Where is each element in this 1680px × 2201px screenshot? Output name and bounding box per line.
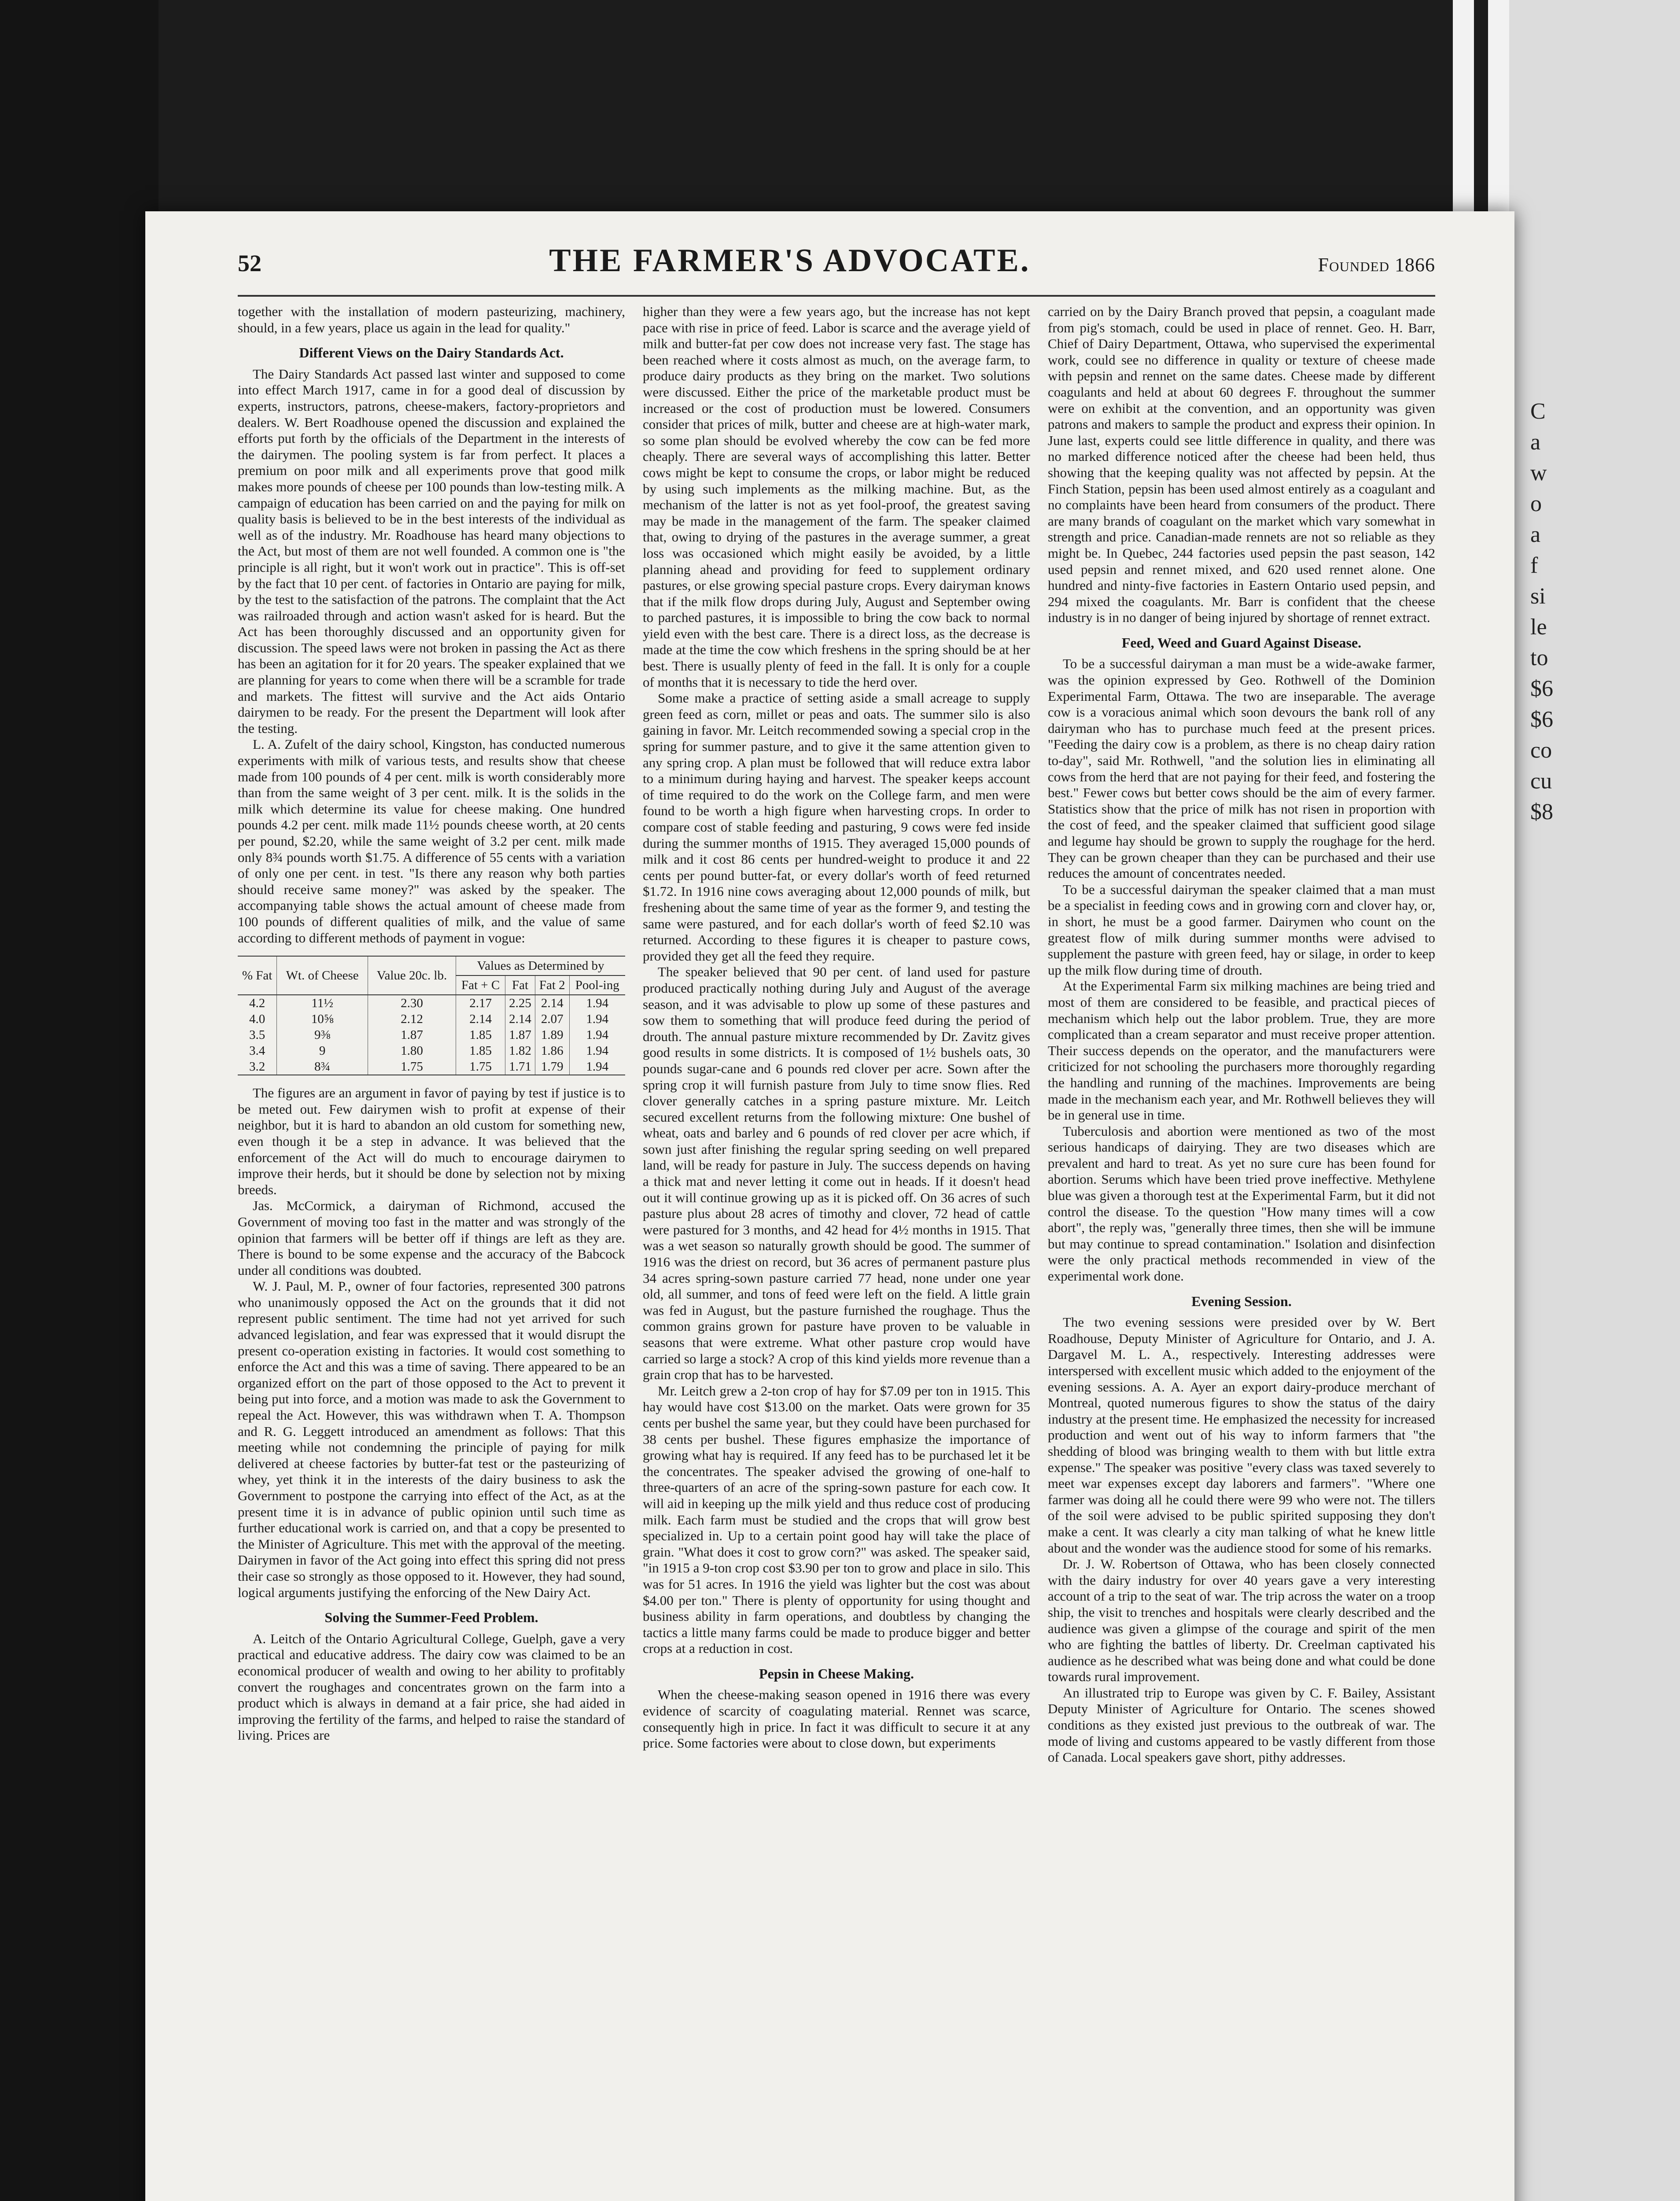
section-heading: Evening Session. [1191, 1293, 1292, 1309]
column-1 [238, 304, 625, 2179]
cell: 1.75 [456, 1059, 505, 1075]
col-header: Fat + C [456, 975, 505, 995]
scan-dark-margin [0, 0, 158, 2201]
col-header: % Fat [238, 956, 277, 995]
section-heading: Different Views on the Dairy Standards Act. [299, 345, 564, 361]
table-row [238, 1043, 625, 1059]
cell: 3.5 [238, 1027, 277, 1043]
cell: 4.2 [238, 995, 277, 1011]
column-3 [1048, 304, 1435, 2179]
paragraph: The figures are an argument in favor of paying by test if justice is to be meted out. Few dairymen wish to profit at expense of their neighbor, but it is hard to abandon an old custom for something new, even though it be a step in advance. It was believed that the enforcement of the Act will do much to encourage dairymen to improve their herds, but it should be done by selection not by mixing breeds. [238, 1085, 625, 1197]
cell: 1.75 [368, 1059, 456, 1075]
paragraph: The Dairy Standards Act passed last winter and supposed to come into effect March 1917, came in for a good deal of discussion by experts, instructors, patrons, cheese-makers, factory-proprietors and dealers. W. Bert Roadhouse opened the discussion and explained the efforts put forth by the officials of the Department in the interests of the dairymen. The pooling system is far from perfect. It places a premium on poor milk and all experiments prove that good milk makes more pounds of cheese per 100 pounds than low-testing milk. A campaign of education has been carried on and the paying for milk on quality basis is believed to be in the best interests of the individual as well as of the industry. Mr. Roadhouse has heard many objections to the Act, but most of them are not well founded. A common one is "the principle is all right, but it won't work out in practice". This is off-set by the fact that 10 per cent. of factories in Ontario are paying for milk, by the test to the satisfaction of the patrons. The complaint that the Act was railroaded through and action wasn't asked for is heard. But the Act has been thoroughly discussed and an opportunity given for discussion. The speed laws were not broken in passing the Act as there has been an agitation for it for 20 years. The speaker explained that we are planning for years to come when there will be a scramble for trade and markets. The fittest will survive and the Act aids Ontario dairymen to be ready. For the present the Department will look after the testing. [238, 366, 625, 736]
cell: 2.25 [505, 995, 535, 1011]
section-heading: Solving the Summer-Feed Problem. [324, 1609, 538, 1626]
newspaper-page [145, 211, 1514, 2201]
founded-note: Founded 1866 [1318, 254, 1435, 276]
paragraph: carried on by the Dairy Branch proved that pepsin, a coagulant made from pig's stomach, could be used in place of rennet. Geo. H. Barr, Chief of Dairy Department, Ottawa, who supervised the experimental work, could see no difference in quality or texture of cheese made with pepsin and rennet on the same dates. Cheese made by different coagulants and held at about 60 degrees F. throughout the summer were on exhibit at the convention, and an opportunity was given patrons and makers to sample the product and express their opinion. In June last, experts could see little difference in quality, and there was no marked difference noticed after the cheese had been held, thus showing that the keeping quality was not affected by pepsin. At the Finch Station, pepsin has been used almost entirely as a coagulant and no complaints have been heard from consumers of the product. There are many brands of coagulant on the market which vary somewhat in strength and price. Canadian-made rennets are not so reliable as they might be. In Quebec, 244 factories used pepsin the past season, 142 used pepsin and rennet mixed, and 620 used rennet alone. One hundred and ninty-five factories in Eastern Ontario used pepsin, and 294 mixed the coagulants. Mr. Barr is confident that the cheese industry is in no danger of being injured by shortage of rennet extract. [1048, 304, 1435, 626]
cell: 1.82 [505, 1043, 535, 1059]
cell: 2.07 [535, 1011, 569, 1027]
col-group-header: Values as Determined by [456, 956, 625, 975]
paragraph: Dr. J. W. Robertson of Ottawa, who has been closely connected with the dairy industry for over 40 years gave a very interesting account of a trip to the seat of war. The trip across the water on a troop ship, the visit to trenches and hospitals were clearly described and the audience was given a glimpse of the courage and spirit of the men who are fighting the battles of liberty. Dr. Creelman captivated his audience as he described what was being done and what could be done towards rural improvement. [1048, 1556, 1435, 1685]
cell: 2.14 [456, 1011, 505, 1027]
cell: 1.71 [505, 1059, 535, 1075]
paragraph: The speaker believed that 90 per cent. of land used for pasture produced practically nothing during July and August of the average season, and it was advisable to plow up some of these pastures and sow them to something that will produce feed during the period of drouth. The annual pasture mixture recommended by Dr. Zavitz gives good results in some districts. It is composed of 1½ bushels oats, 30 pounds sugar-cane and 6 pounds red clover per acre. Sown after the spring crop it will furnish pasture from July to time snow flies. Red clover generally catches in a spring pasture mixture. Mr. Leitch secured excellent returns from the following mixture: One bushel of wheat, oats and barley and 6 pounds of red clover per acre which, if sown just after finishing the regular spring seeding on well prepared land, will be ready for pasture in July. The success depends on having a thick mat and never letting it come out in heads. If it doesn't head out it will continue growing up as it is picked off. On 36 acres of such pasture plus about 28 acres of timothy and clover, 72 head of cattle were pastured for 3 months, and 42 head for 4½ months in 1915. That was a wet season so naturally growth should be good. The summer of 1916 was the driest on record, but 36 acres of permanent pasture plus 34 acres spring-sown pasture carried 77 head, none under one year old, all summer, and tons of feed were left on the field. A little grain was fed in August, but the pasture furnished the roughage. Thus the common grains grown for pasture have proven to be valuable in seasons that were extreme. What other pasture crop would have carried so large a stock? A crop of this kind yields more revenue than a grain crop that has to be harvested. [643, 964, 1030, 1383]
cell: 1.86 [535, 1043, 569, 1059]
fragment: a [1530, 430, 1541, 455]
col-header: Fat 2 [535, 975, 569, 995]
cell: 1.89 [535, 1027, 569, 1043]
paragraph: Mr. Leitch grew a 2-ton crop of hay for $7.09 per ton in 1915. This hay would have cost $13.00 on the market. Oats were grown for 35 cents per bushel the same year, but they could have been purchased for 38 cents per bushel. These figures emphasize the importance of growing what hay is required. If any feed has to be purchased let it be the concentrates. The speaker advised the growing of one-half to three-quarters of an acre of the spring-sown pasture for each cow. It will aid in keeping up the milk yield and thus reduce cost of producing milk. Each farm must be studied and the crops that will grow best specialized in. Up to a certain point good hay will take the place of grain. "What does it cost to grow corn?" was asked. The speaker said, "in 1915 a 9-ton crop cost $3.90 per ton to grow and place in silo. This was for 51 acres. In 1916 the yield was lighter but the cost was about $4.00 per ton." There is plenty of opportunity for using thought and business ability in farm operations, and doubtless by changing the tactics a little many farms could be made to produce bigger and better crops at a reduction in cost. [643, 1383, 1030, 1656]
paragraph: To be a successful dairyman the speaker claimed that a man must be a specialist in feeding cows and in growing corn and clover hay, or, in short, he must be a good farmer. Dairymen who count on the greatest flow of milk during summer months were advised to supplement the pasture with green feed, hay or silage, in order to keep up the milk flow during time of drouth. [1048, 881, 1435, 978]
table-row [238, 995, 625, 1011]
col-header: Wt. of Cheese [277, 956, 368, 995]
col-header: Value 20c. lb. [368, 956, 456, 995]
paragraph: A. Leitch of the Ontario Agricultural College, Guelph, gave a very practical and educative address. The dairy cow was claimed to be an economical producer of wealth and owing to her ability to profitably convert the roughages and concentrates grown on the farm into a product which is always in demand at a fair price, she had aided in improving the fertility of the farms, and helped to raise the standard of living. Prices are [238, 1631, 625, 1743]
cell: 1.87 [368, 1027, 456, 1043]
page-number: 52 [238, 250, 262, 276]
cell: 10⅝ [277, 1011, 368, 1027]
fragment: C [1530, 399, 1546, 424]
cell: 1.94 [586, 1012, 609, 1027]
cell: 1.85 [456, 1027, 505, 1043]
cell: 2.30 [368, 995, 456, 1011]
section-heading: Feed, Weed and Guard Against Disease. [1121, 634, 1362, 651]
cell: 9 [277, 1043, 368, 1059]
paragraph: L. A. Zufelt of the dairy school, Kingston, has conducted numerous experiments with milk of various tests, and results show that cheese made from 100 pounds of 4 per cent. milk is worth considerably more than from the same weight of 3 per cent. milk. It is the solids in the milk which determine its value for cheese making. One hundred pounds 4.2 per cent. milk made 11½ pounds cheese worth, at 20 cents per pound, $2.20, while the same weight of 3.2 per cent. milk made only 8¾ pounds worth $1.75. A difference of 55 cents with a variation of only one per cent. in test. "Is there any reason why both parties should receive same money?" was asked by the speaker. The accompanying table shows the actual amount of cheese made from 100 pounds of different qualities of milk, and the value of same according to different methods of payment in vogue: [238, 736, 625, 946]
cell: 3.4 [238, 1043, 277, 1059]
fragment: w [1530, 460, 1547, 486]
paragraph: An illustrated trip to Europe was given by C. F. Bailey, Assistant Deputy Minister of Agriculture for Ontario. The scenes showed conditions as they existed just previous to the outbreak of war. The mode of living and customs appeared to be vastly different from those of Canada. Local speakers gave short, pithy addresses. [1048, 1685, 1435, 1765]
cell: 1.94 [586, 1028, 609, 1042]
fragment: le [1530, 615, 1547, 640]
paragraph: Tuberculosis and abortion were mentioned as two of the most serious handicaps of dairying. They are two diseases which are prevalent and hard to treat. As yet no sure cure has been found for abortion. Serums which have been tried prove ineffective. Methylene blue was given a thorough test at the Experimental Farm, but it did not control the disease. To the question "How many times will a cow abort", the reply was, "generally three times, then she will be immune but may continue to spread contamination." Isolation and disinfection were the only practical methods recommended in view of the experimental work done. [1048, 1123, 1435, 1284]
cell: 1.85 [456, 1043, 505, 1059]
paragraph: higher than they were a few years ago, but the increase has not kept pace with rise in price of feed. Labor is scarce and the average yield of milk and butter-fat per cow does not increase very fast. The stage has been reached where it costs almost as much, on the average farm, to produce dairy products as they bring on the market. Two solutions were discussed. Either the price of the marketable product must be increased or the cost of production must be lowered. Consumers consider that prices of milk, butter and cheese are at high-water mark, so some plan should be evolved whereby the cow can be fed more cheaply. There are several ways of accomplishing this latter. Better cows might be kept to consume the crops, or labor might be reduced by using such implements as the milking machine. But, as the mechanism of the latter is not as yet fool-proof, the greatest saving may be made in the management of the farm. The speaker claimed that, owing to drying of the pastures in the average summer, a great loss was occasioned which might easily be avoided, by a little planning ahead and providing for feed to supplement ordinary pastures, or else growing special pasture crops. Every dairyman knows that if the milk flow drops during July, August and September owing to parched pastures, it is impossible to bring the cow back to normal yield even with the best care. There is a direct loss, as the decrease is made at the time the cow which freshens in the spring should be at her best. There is usually plenty of feed in the fall. It is only for a couple of months that it is necessary to tide the herd over. [643, 304, 1030, 690]
adjacent-page-edge [1495, 0, 1680, 2201]
cell: 1.80 [368, 1043, 456, 1059]
fragment: f [1530, 553, 1538, 578]
fragment: $8 [1530, 799, 1553, 824]
fragment: si [1530, 584, 1546, 609]
paragraph: W. J. Paul, M. P., owner of four factories, represented 300 patrons who unanimously opposed the Act on the grounds that it did not represent public sentiment. The time had not yet arrived for such advanced legislation, and fear was expressed that it would disrupt the present co-operation existing in factories. It would cost something to enforce the Act and this was a time of saving. There appeared to be an organized effort on the part of those opposed to the Act to prevent it being put into force, and a motion was made to ask the Government to repeal the Act. However, this was withdrawn when T. A. Thompson and R. G. Leggett introduced an amendment as follows: That this meeting while not condemning the principle of paying for milk delivered at cheese factories by butter-fat test or the pasteurizing of whey, yet think it in the interests of the dairy business to ask the Government to postpone the carrying into effect of the Act, as at the present time it is in advance of public opinion until such time as further educational work is carried on, and that a copy be presented to the Minister of Agriculture. This met with the approval of the meeting. Dairymen in favor of the Act going into effect this spring did not press their case so strongly as those opposed to it. However, they had sound, logical arguments justifying the enforcing of the New Dairy Act. [238, 1278, 625, 1600]
table-row [238, 1059, 625, 1075]
scan-bar-mark [1488, 0, 1509, 229]
table-row [238, 1027, 625, 1043]
section-heading: Pepsin in Cheese Making. [759, 1665, 914, 1682]
adjacent-page-text [1530, 396, 1662, 1717]
scan-bar-mark [1453, 0, 1474, 229]
cell: 4.0 [238, 1011, 277, 1027]
page-header [238, 242, 1435, 282]
cell: 2.14 [535, 995, 569, 1011]
cell: 8¾ [277, 1059, 368, 1075]
fragment: co [1530, 738, 1552, 763]
cell: 2.12 [368, 1011, 456, 1027]
cell: 1.94 [586, 996, 609, 1011]
paragraph: At the Experimental Farm six milking machines are being tried and most of them are considered to be feasible, and practical pieces of mechanism which help out the labor problem. True, they are more complicated than a cream separator and must receive proper attention. Their success depends on the operator, and the manufacturers were criticized for not schooling the purchasers more thoroughly regarding the handling and running of the machines. Improvements are being made in the mechanism each year, and Mr. Rothwell believes they will be in general use in time. [1048, 978, 1435, 1123]
cell: 3.2 [238, 1059, 277, 1075]
fragment: $6 [1530, 676, 1553, 701]
cell: 1.94 [586, 1044, 609, 1058]
fragment: cu [1530, 769, 1552, 794]
cell: 11½ [277, 995, 368, 1011]
fragment: a [1530, 522, 1541, 547]
paragraph: The two evening sessions were presided over by W. Bert Roadhouse, Deputy Minister of Agriculture for Ontario, and J. A. Dargavel M. L. A., respectively. Interesting addresses were interspersed with excellent music which added to the enjoyment of the evening sessions. A. A. Ayer an export dairy-produce merchant of Montreal, quoted numerous figures to show the status of the dairy industry at the present time. He emphasized the necessity for increased production and went out of his way to inform farmers that "the shedding of blood was bringing wealth to them with but little extra expense." The speaker was positive "every class was taxed severely to meet war expenses except day laborers and farmers". "Where one farmer was doing all he could there were 99 who were not. The tillers of the soil were advised to be public spirited supposing they don't make a cent. It was clearly a city man talking of what he knew little about and the wonder was the audience stood for some of his remarks. [1048, 1314, 1435, 1556]
header-rule [238, 295, 1435, 297]
cell: 1.94 [586, 1060, 609, 1074]
col-header: Fat [505, 975, 535, 995]
fragment: to [1530, 645, 1548, 670]
paragraph: Some make a practice of setting aside a small acreage to supply green feed as corn, millet or peas and oats. The summer silo is also gaining in favor. Mr. Leitch recommended sowing a special crop in the spring for summer pasture, and to give it the same attention given to any spring crop. A plan must be followed that will reduce extra labor to a minimum during haying and harvest. The speaker keeps account of time required to do the work on the College farm, and men were found to be worth a high figure when harvesting crops. In order to compare cost of stable feeding and pasturing, 9 cows were fed inside during the summer months of 1915. They averaged 15,000 pounds of milk and it cost 86 cents per hundred-weight to produce it and 22 cents per pound butter-fat, or every dollar's worth of feed returned $1.72. In 1916 nine cows averaging about 12,000 pounds of milk, but freshening about the same time of year as the former 9, and testing the same were pastured, and for each dollar's worth of feed $2.10 was returned. According to these figures it is cheaper to pasture cows, provided they get all the feed they require. [643, 690, 1030, 964]
paragraph: Jas. McCormick, a dairyman of Richmond, accused the Government of moving too fast in the matter and was strongly of the opinion that farmers will be better off if things are left as they are. There is bound to be some expense and the accuracy of the Babcock under all conditions was doubted. [238, 1198, 625, 1278]
paragraph: When the cheese-making season opened in 1916 there was every evidence of scarcity of coagulating material. Rennet was scarce, consequently high in price. In fact it was difficult to secure it at any price. Some factories were about to close down, but experiments [643, 1687, 1030, 1751]
paragraph: To be a successful dairyman a man must be a wide-awake farmer, was the opinion expressed by Geo. Rothwell of the Dominion Experimental Farm, Ottawa. The two are inseparable. The average cow is a voracious animal which soon devours the bank roll of any dairyman who has to purchase much feed at the present prices. "Feeding the dairy cow is a problem, as there is no cheap dairy ration to-day", said Mr. Rothwell, "and the solution lies in eliminating all cows from the herd that are not paying for their feed, and fostering the best." Fewer cows but better cows should be the aim of every farmer. Statistics show that the price of milk has not risen in proportion with the cost of feed, and the speaker claimed that sufficient good silage and legume hay should be grown to supply the roughage for the herd. They can be grown cheaper than they can be purchased and their use reduces the amount of concentrates needed. [1048, 656, 1435, 881]
cell: 9⅜ [277, 1027, 368, 1043]
column-2 [643, 304, 1030, 2179]
cell: 2.17 [456, 995, 505, 1011]
col-header: Pool-ing [569, 975, 625, 995]
masthead-title: THE FARMER'S ADVOCATE. [549, 243, 1031, 279]
cell: 1.87 [505, 1027, 535, 1043]
cell: 2.14 [505, 1011, 535, 1027]
paragraph: together with the installation of modern pasteurizing, machinery, should, in a few years, place us again in the lead for quality." [238, 304, 625, 335]
cell: 1.79 [535, 1059, 569, 1075]
table-row [238, 1011, 625, 1027]
fragment: $6 [1530, 707, 1553, 732]
fragment: o [1530, 491, 1542, 516]
cheese-value-table [238, 956, 625, 1075]
